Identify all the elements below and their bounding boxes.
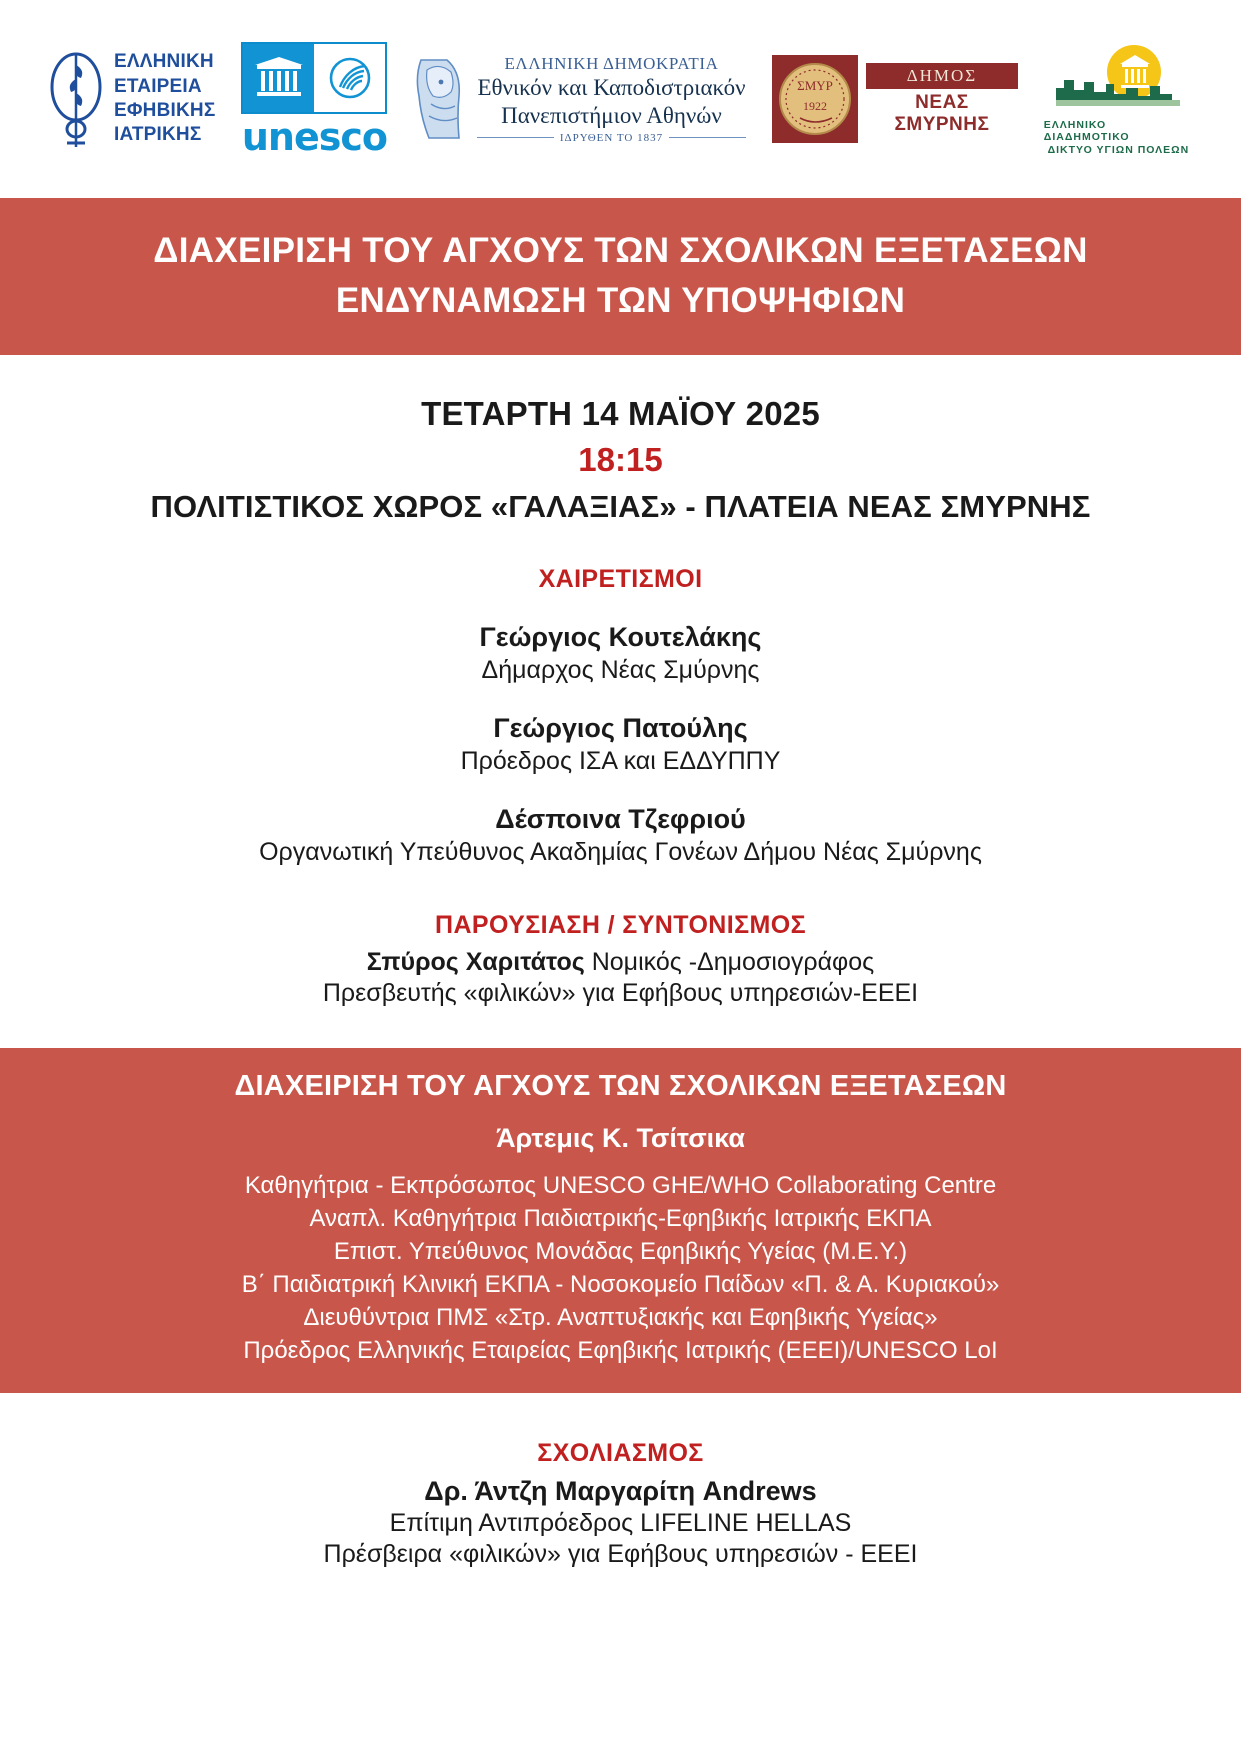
closing-heading: ΣΧΟΛΙΑΣΜΟΣ xyxy=(537,1438,704,1467)
dimos-name: ΝΕΑΣ ΣΜΥΡΝΗΣ xyxy=(894,91,990,135)
moderation-section xyxy=(0,911,1241,1008)
moderation-heading: ΠΑΡΟΥΣΙΑΣΗ / ΣΥΝΤΟΝΙΣΜΟΣ xyxy=(435,911,806,940)
cities-line-2: ΔΙΚΤΥΟ ΥΓΙΩΝ ΠΟΛΕΩΝ xyxy=(1047,144,1190,157)
moderator-line xyxy=(0,948,1241,977)
eeei-line-2: ΕΤΑΙΡΕΙΑ xyxy=(114,75,202,97)
credential-line: Επιστ. Υπεύθυνος Μονάδας Εφηβικής Υγείας (Μ.Ε.Υ.) xyxy=(333,1238,908,1266)
greeting-person xyxy=(0,804,1241,867)
greeting-person-role: Δήμαρχος Νέας Σμύρνης xyxy=(481,656,760,685)
eeei-emblem-icon xyxy=(48,47,104,151)
greeting-person-name: Γεώργιος Κουτελάκης xyxy=(479,622,762,653)
poster-title-line-2: ΕΝΔΥΝΑΜΩΣΗ ΤΩΝ ΥΠΟΨΗΦΙΩΝ xyxy=(335,280,906,320)
unesco-temple-icon xyxy=(253,55,305,101)
moderator-title: Νομικός -Δημοσιογράφος xyxy=(584,948,875,977)
ekpa-founded-rule xyxy=(477,132,745,144)
keynote-topic: ΔΙΑΧΕΙΡΙΣΗ ΤΟΥ ΑΓΧΟΥΣ ΤΩΝ ΣΧΟΛΙΚΩΝ ΕΞΕΤΑΣΕΩΝ xyxy=(234,1070,1007,1103)
athena-head-icon xyxy=(413,56,467,142)
credential-line: Β΄ Παιδιατρική Κλινική ΕΚΠΑ - Νοσοκομείο Παίδων «Π. & Α. Κυριακού» xyxy=(241,1271,1000,1299)
credential-line: Πρόεδρος Ελληνικής Εταιρείας Εφηβικής Ιατρικής (ΕΕΕΙ)/UNESCO LoI xyxy=(243,1336,998,1364)
credential-line: Καθηγήτρια - Εκπρόσωπος UNESCO GHE/WHO Collaborating Centre xyxy=(244,1172,997,1200)
eeei-line-1: ΕΛΛΗΝΙΚΗ xyxy=(114,51,214,73)
eeei-line-3: ΕΦΗΒΙΚΗΣ xyxy=(114,100,216,121)
event-details xyxy=(0,395,1241,525)
eeei-line-4: ΙΑΤΡΙΚΗΣ xyxy=(114,124,202,146)
greetings-heading: ΧΑΙΡΕΤΙΣΜΟΙ xyxy=(538,565,703,594)
keynote-speaker-band xyxy=(0,1048,1241,1392)
greeting-person xyxy=(0,622,1241,685)
closing-speaker-role-1: Επίτιμη Αντιπρόεδρος LIFELINE HELLAS xyxy=(389,1508,852,1537)
svg-text:1922: 1922 xyxy=(802,99,827,113)
unesco-logo xyxy=(241,42,387,159)
svg-text:ΣΜΥΡ: ΣΜΥΡ xyxy=(796,78,833,93)
greeting-person-name: Δέσποινα Τζεφριού xyxy=(495,804,746,835)
greeting-person-name: Γεώργιος Πατούλης xyxy=(493,713,748,744)
closing-speaker-role-2: Πρέσβειρα «φιλικών» για Εφήβους υπηρεσιών - ΕΕΕΙ xyxy=(323,1539,918,1568)
closing-speaker-name: Δρ. Άντζη Μαργαρίτη Andrews xyxy=(424,1475,817,1506)
cities-line-1: ΕΛΛΗΝΙΚΟ ΔΙΑΔΗΜΟΤΙΚΟ xyxy=(1043,118,1130,143)
eeei-logo xyxy=(48,47,215,151)
ekpa-line-3: Πανεπιστήμιον Αθηνών xyxy=(501,103,722,128)
unesco-globe-icon xyxy=(326,54,374,102)
greetings-section xyxy=(0,565,1241,867)
coin-graphic xyxy=(776,60,854,138)
closing-section xyxy=(0,1439,1241,1569)
dimos-label: ΔΗΜΟΣ xyxy=(866,63,1018,89)
healthy-cities-skyline-icon xyxy=(1052,42,1184,118)
rule-left xyxy=(477,137,553,138)
keynote-credentials xyxy=(40,1170,1201,1366)
ekpa-logo xyxy=(413,54,745,143)
ekpa-line-4: ΙΔΡΥΘΕΝ ΤΟ 1837 xyxy=(559,131,664,144)
keynote-speaker-name: Άρτεμις Κ. Τσίτσικα xyxy=(496,1123,745,1154)
greeting-person-role: Πρόεδρος ΙΣΑ και ΕΔΔΥΠΠΥ xyxy=(460,747,781,776)
event-time: 18:15 xyxy=(578,441,663,479)
greeting-person-role: Οργανωτική Υπεύθυνος Ακαδημίας Γονέων Δήμου Νέας Σμύρνης xyxy=(259,838,982,867)
moderator-name: Σπύρος Χαριτάτος xyxy=(366,948,585,977)
moderator-role: Πρεσβευτής «φιλικών» για Εφήβους υπηρεσιών-ΕΕΕΙ xyxy=(322,979,919,1008)
logo-strip xyxy=(0,0,1241,198)
greeting-person xyxy=(0,713,1241,776)
unesco-wordmark: unesco xyxy=(241,115,387,159)
event-venue: ΠΟΛΙΤΙΣΤΙΚΟΣ ΧΩΡΟΣ «ΓΑΛΑΞΙΑΣ» - ΠΛΑΤΕΙΑ ΝΕΑΣ ΣΜΥΡΝΗΣ xyxy=(150,489,1091,525)
smyrni-coin-icon xyxy=(772,55,859,143)
poster-title-band xyxy=(0,198,1241,355)
credential-line: Διευθύντρια ΠΜΣ «Στρ. Αναπτυξιακής και Εφηβικής Υγείας» xyxy=(303,1304,938,1331)
event-date: ΤΕΤΑΡΤΗ 14 ΜΑΪΟΥ 2025 xyxy=(421,395,820,433)
ekpa-line-2: Εθνικόν και Καποδιστριακόν xyxy=(477,75,746,101)
healthy-cities-network-logo xyxy=(1044,42,1193,156)
dimos-neas-smyrnis-logo xyxy=(772,55,1018,143)
credential-line: Αναπλ. Καθηγήτρια Παιδιατρικής-Εφηβικής Ιατρικής ΕΚΠΑ xyxy=(309,1205,932,1233)
ekpa-line-1: ΕΛΛΗΝΙΚΗ ΔΗΜΟΚΡΑΤΙΑ xyxy=(504,54,719,74)
rule-right xyxy=(669,137,745,138)
poster-title-line-1: ΔΙΑΧΕΙΡΙΣΗ ΤΟΥ ΑΓΧΟΥΣ ΤΩΝ ΣΧΟΛΙΚΩΝ ΕΞΕΤΑΣΕΩΝ xyxy=(153,231,1088,270)
